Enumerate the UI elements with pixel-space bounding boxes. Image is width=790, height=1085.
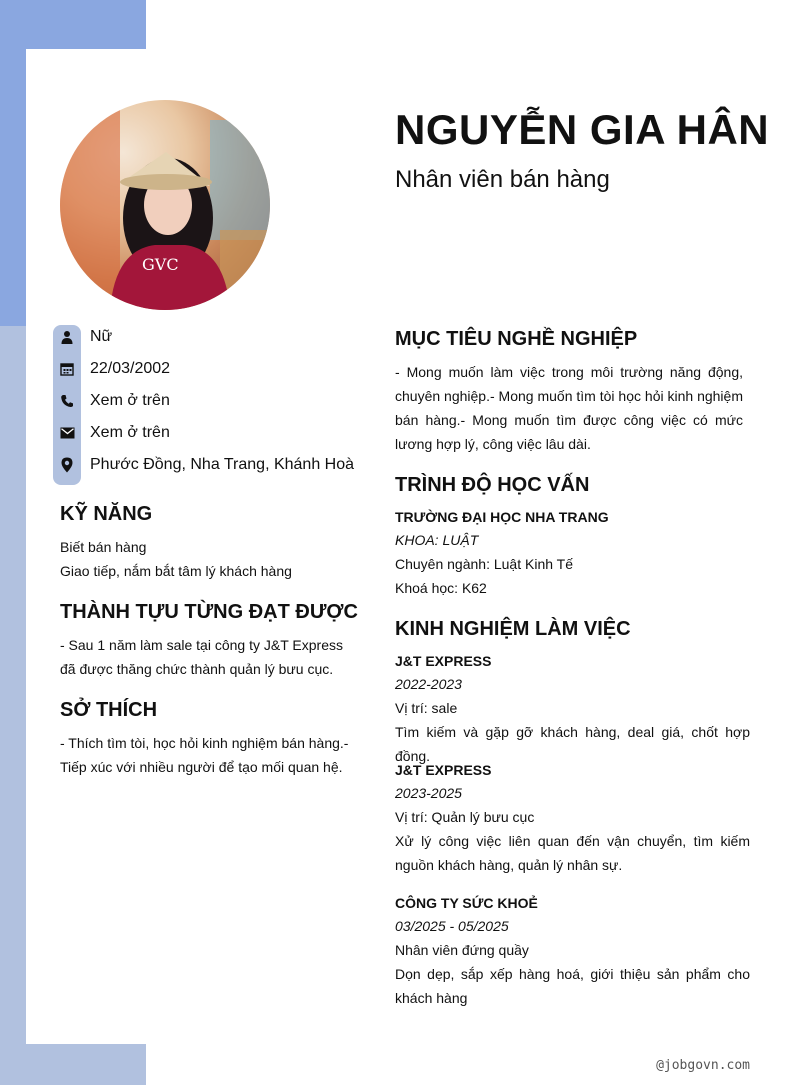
hobby-line: Tiếp xúc với nhiều người để tạo mối quan hệ. [60,759,343,775]
achievement-line: đã được thăng chức thành quản lý bưu cục. [60,661,334,677]
dob-text: 22/03/2002 [90,360,171,377]
hobbies-heading: SỞ THÍCH [60,699,158,721]
skill-item: Biết bán hàng [60,539,147,555]
gender-text: Nữ [90,328,113,345]
objective-heading: MỤC TIÊU NGHỀ NGHIỆP [395,328,638,350]
profile-photo [60,100,270,310]
job-period: 2022-2023 [395,676,462,692]
objective-text: - Mong muốn làm việc trong môi trường năng động, chuyên nghiệp.- Mong muốn tìm tòi học hỏi kinh nghiệm bán hàng.- Mong muốn tìm được công việc có mức lương hợp lý, công việc lâu dài. [395,364,743,452]
email-text: Xem ở trên [90,424,170,441]
phone-icon [57,391,77,411]
school-name: TRƯỜNG ĐẠI HỌC NHA TRANG [395,509,609,525]
contact-gender [57,325,113,349]
hobby-line: - Thích tìm tòi, học hỏi kinh nghiệm bán hàng.- [60,735,349,751]
achievements-heading: THÀNH TỰU TỪNG ĐẠT ĐƯỢC [60,601,358,623]
calendar-icon [57,359,77,379]
job-role: Vị trí: Quản lý bưu cục [395,809,535,825]
contact-phone [57,389,170,413]
achievement-line: - Sau 1 năm làm sale tại công ty J&T Express [60,637,343,653]
address-text: Phước Đồng, Nha Trang, Khánh Hoà [90,456,355,473]
mail-icon [57,423,77,443]
faculty: KHOA: LUẬT [395,532,479,548]
location-pin-icon [57,455,77,475]
phone-text: Xem ở trên [90,392,170,409]
job-description: Tìm kiếm và gặp gỡ khách hàng, deal giá, chốt hợp đồng. [395,724,750,764]
job-company: J&T EXPRESS [395,762,492,778]
job-role: Vị trí: sale [395,700,458,716]
job-period: 03/2025 - 05/2025 [395,918,509,934]
course: Khoá học: K62 [395,580,487,596]
experience-heading: KINH NGHIỆM LÀM VIỆC [395,618,631,640]
candidate-name: NGUYỄN GIA HÂN [395,106,770,153]
job-role: Nhân viên đứng quầy [395,942,529,958]
svg-text:GVC: GVC [142,255,179,274]
education-heading: TRÌNH ĐỘ HỌC VẤN [395,474,590,496]
job-description: Dọn dẹp, sắp xếp hàng hoá, giới thiệu sản phẩm cho khách hàng [395,966,750,1006]
skill-item: Giao tiếp, nắm bắt tâm lý khách hàng [60,563,292,579]
person-icon [57,327,77,347]
candidate-job-title: Nhân viên bán hàng [395,166,610,193]
major: Chuyên ngành: Luật Kinh Tế [395,556,573,572]
job-description: Xử lý công việc liên quan đến vận chuyển, tìm kiếm nguồn khách hàng, quản lý nhân sự. [395,833,750,873]
skills-heading: KỸ NĂNG [60,503,153,525]
job-company: J&T EXPRESS [395,653,492,669]
watermark: @jobgovn.com [656,1058,750,1073]
job-period: 2023-2025 [395,785,462,801]
contact-email [57,421,170,445]
contact-address [57,453,355,477]
contact-dob [57,357,171,381]
job-company: CÔNG TY SỨC KHOẺ [395,895,538,911]
